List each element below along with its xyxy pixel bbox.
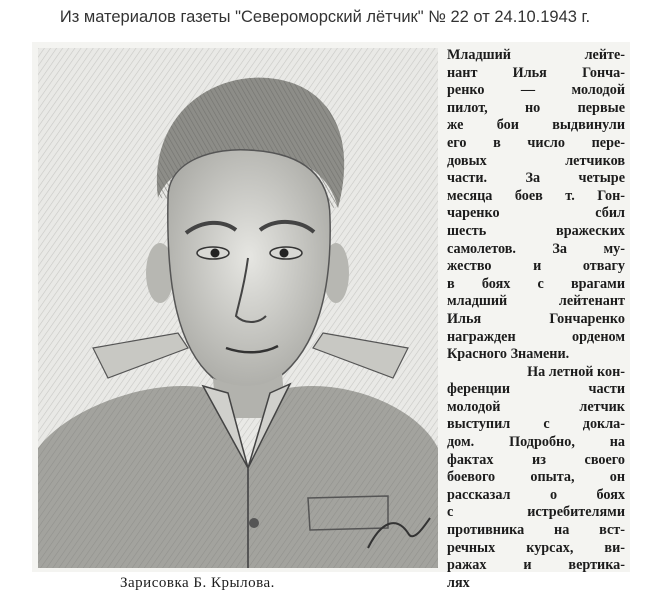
article-line: в боях с врагами xyxy=(447,275,625,292)
article-line: противника на вст- xyxy=(447,522,625,539)
article-line: фактах из своего xyxy=(447,451,625,468)
article-line: младший лейтенант xyxy=(447,293,625,310)
article-line: молодой летчик xyxy=(447,398,625,415)
article-line: жество и отвагу xyxy=(447,258,625,275)
article-line: Красного Знамени. xyxy=(447,346,570,363)
article-text xyxy=(447,47,625,592)
article-line: боевого опыта, он xyxy=(447,469,625,486)
article-line: шесть вражеских xyxy=(447,222,625,239)
article-line: лях xyxy=(447,574,470,591)
article-line: довых летчиков xyxy=(447,152,625,169)
article-line: самолетов. За му- xyxy=(447,240,625,257)
article-line: рассказал о боях xyxy=(447,486,625,503)
portrait-drawing xyxy=(38,48,438,568)
article-line: ренко — молодой xyxy=(447,82,625,99)
article-line: месяца боев т. Гон- xyxy=(447,187,625,204)
article-line: части. За четыре xyxy=(447,170,625,187)
article-line: Илья Гончаренко xyxy=(447,310,625,327)
article-line: награжден орденом xyxy=(447,328,625,345)
article-line: же бои выдвинули xyxy=(447,117,625,134)
article-line: ференции части xyxy=(447,381,625,398)
article-line: речных курсах, ви- xyxy=(447,539,625,556)
article-line: дом. Подробно, на xyxy=(447,434,625,451)
article-line: его в число пере- xyxy=(447,134,625,151)
article-line: с истребителями xyxy=(447,504,625,521)
article-line: нант Илья Гонча- xyxy=(447,64,625,81)
article-line: Младший лейте- xyxy=(447,47,625,63)
article-line: На летной кон- xyxy=(527,363,625,380)
pencil-portrait-sketch xyxy=(38,48,438,568)
portrait-caption: Зарисовка Б. Крылова. xyxy=(120,575,275,591)
article-line: чаренко сбил xyxy=(447,205,625,222)
article-line: пилот, но первые xyxy=(447,99,625,116)
page-header: Из материалов газеты "Североморский лётчик" № 22 от 24.10.1943 г. xyxy=(59,8,591,26)
article-line: выступил с докла- xyxy=(447,416,625,433)
article-line: ражах и вертика- xyxy=(447,557,625,574)
